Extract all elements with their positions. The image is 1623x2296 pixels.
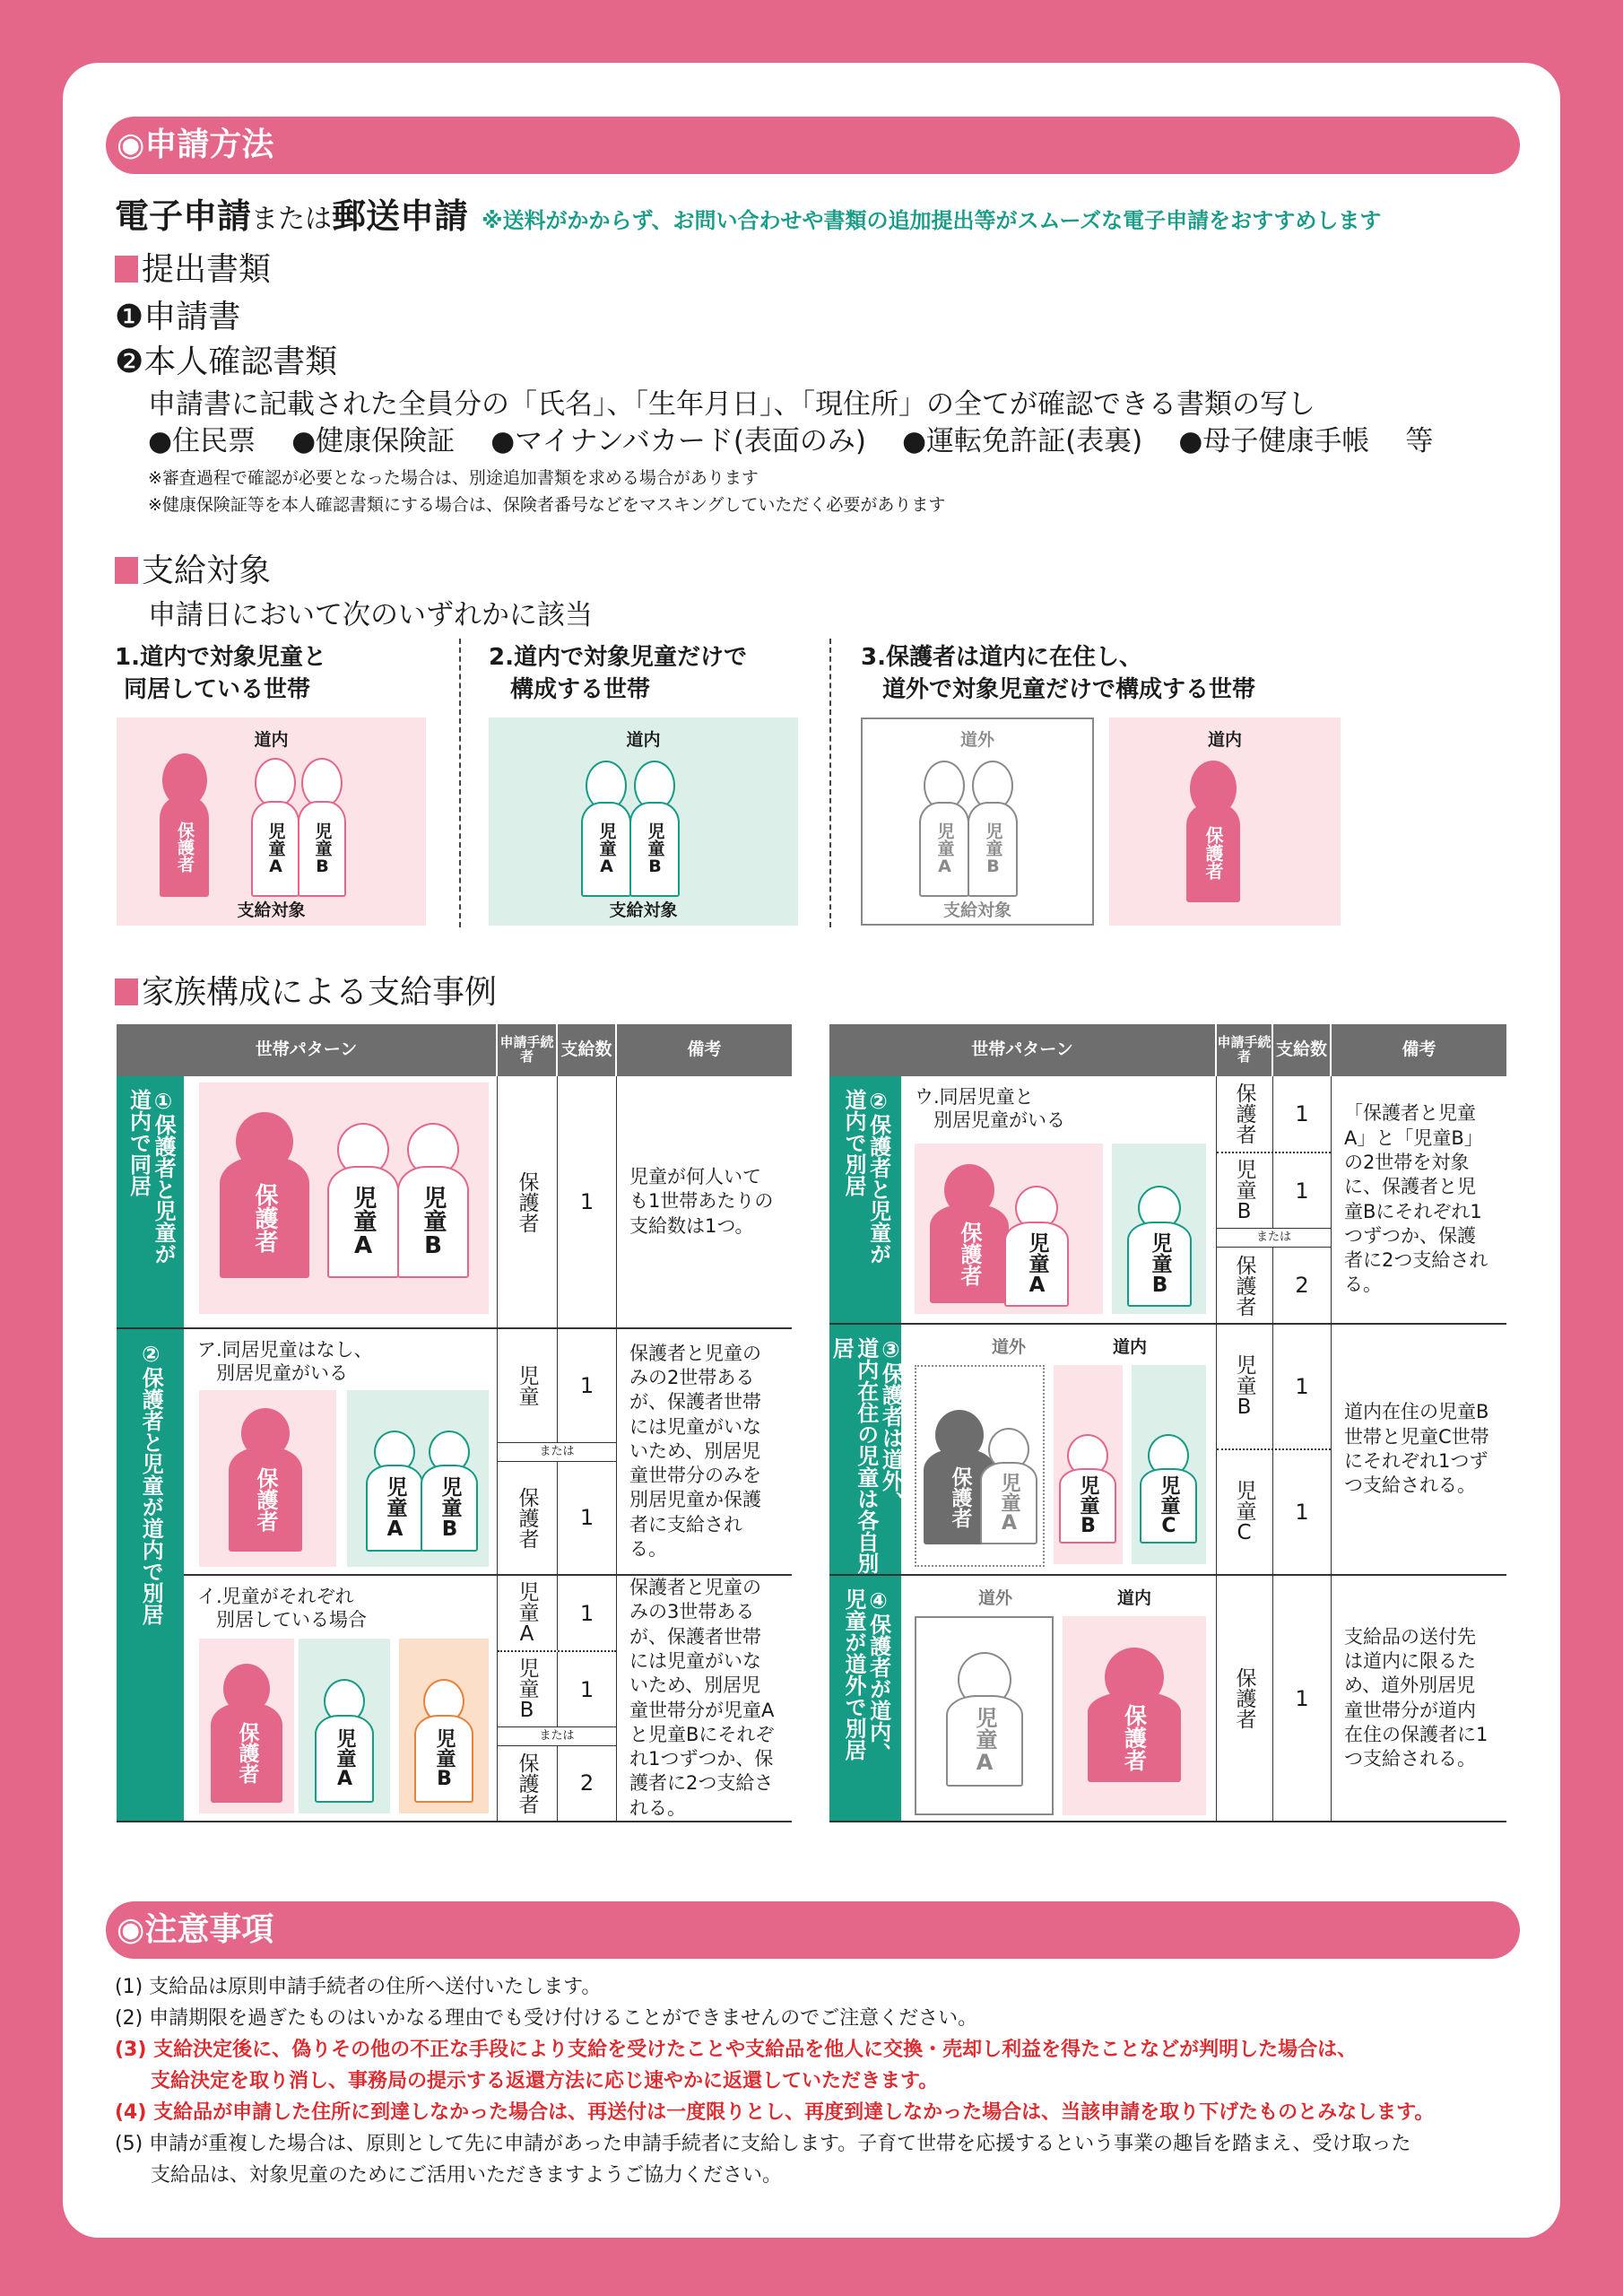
col-pattern: 世帯パターン (829, 1024, 1217, 1076)
eligibility-heading (115, 545, 271, 591)
row-category (829, 1576, 901, 1821)
case-title-line: 3.保護者は道内に在住し、 (861, 644, 1142, 671)
remarks: 保護者と児童のみの2世帯あるが、保護者世帯には児童がいないため、別居児童世帯分のみを別居児童か保護者に支給される。 (629, 1342, 761, 1561)
or-separator: または (498, 1726, 616, 1746)
applicant: 児童 (498, 1329, 558, 1442)
eligibility-intro: 申請日において次のいずれかに該当 (148, 599, 593, 631)
child-a-figure (946, 1652, 1023, 1787)
applicant-row (1217, 1576, 1331, 1821)
applicant: 保護者 (498, 1076, 558, 1327)
figure-label: 児童A (350, 1185, 377, 1259)
or-label: または (251, 204, 333, 235)
col-count: 支給数 (1273, 1024, 1332, 1076)
child-a-figure (980, 1428, 1037, 1544)
guardian-figure (1088, 1648, 1181, 1782)
count: 1 (579, 1600, 595, 1626)
figure-label: 児童B (1077, 1474, 1099, 1537)
remarks: 支給品の送付先は道内に限るため、道外別居児童世帯分が道内在住の保護者に1つ支給される。 (1344, 1625, 1488, 1770)
category-line: ④保護者が道内、 (865, 1588, 891, 1764)
guardian-figure (211, 1664, 282, 1803)
child-b-figure (414, 1679, 473, 1803)
figure-label: 保護者 (235, 1722, 259, 1785)
applicant: 保護者 (1217, 1076, 1273, 1152)
divider (829, 639, 831, 927)
remarks: 保護者と児童のみの3世帯あるが、保護者世帯には児童がいないため、別居児童世帯分が児童Aと児童Bにそれぞれ1つずつか、保護者に2つ支給される。 (629, 1577, 775, 1819)
table-row (117, 1327, 792, 1821)
applicant: 児童B (1217, 1325, 1273, 1448)
guardian-figure (229, 1408, 302, 1552)
id-doc-description: 申請書に記載された全員分の「氏名」、「生年月日」、「現住所」の全てが確認できる書類の写し (148, 388, 1315, 421)
doc-note: ※健康保険証等を本人確認書類にする場合は、保険者番号などをマスキングしていただく必要があります (148, 495, 946, 515)
child-b-figure (421, 1431, 478, 1552)
count: 1 (579, 1189, 595, 1214)
child-a-figure (581, 761, 631, 897)
remarks: 道内在住の児童B世帯と児童C世帯にそれぞれ1つずつ支給される。 (1344, 1401, 1489, 1497)
child-b-figure (397, 1123, 469, 1278)
category-line: 道内在住の児童は各自別居 (829, 1337, 879, 1574)
applicant-block (498, 1329, 617, 1574)
section-header-method: ◉申請方法 (106, 117, 1520, 174)
figure-label: 児童B (312, 822, 333, 876)
pattern-title: ウ.同居児童と 別居児童がいる (915, 1086, 1065, 1132)
applicant: 児童A (498, 1576, 558, 1650)
guardian-figure (220, 1112, 309, 1278)
id-doc-item: ●母子健康手帳 (1178, 425, 1370, 457)
count: 1 (1295, 1685, 1309, 1711)
notice-item-important: (4) 支給品が申請した住所に到達しなかった場合は、再送付は一度限りとし、再度到達しなかった場合は、当該申請を取り下げたものとみなします。 (115, 2101, 1435, 2124)
applicant: 保護者 (498, 1462, 558, 1575)
child-a-figure (1004, 1186, 1069, 1307)
applicant-row (498, 1329, 616, 1442)
col-count: 支給数 (558, 1024, 617, 1076)
category-line: 道内で同居 (126, 1089, 152, 1196)
applicant: 児童C (1217, 1450, 1273, 1574)
figure-label: 児童A (334, 1727, 356, 1790)
id-doc-item: ●マイナンバカード(表面のみ) (490, 425, 867, 457)
case-1-title (115, 641, 326, 706)
count: 1 (1295, 1178, 1309, 1204)
applicant-row (1217, 1152, 1331, 1229)
case-title-line: 同居している世帯 (124, 676, 311, 703)
guardian-figure (1186, 761, 1240, 902)
figure-label: 児童A (972, 1707, 997, 1775)
pattern-cell (901, 1576, 1217, 1821)
notice-item: 支給品は、対象児童のためにご活用いただきますようご協力ください。 (151, 2164, 783, 2187)
or-separator: または (1217, 1228, 1331, 1248)
document-item-1: ❶申請書 (115, 299, 241, 335)
col-applicant: 申請手続者 (1217, 1024, 1273, 1076)
figure-label: 児童C (1158, 1474, 1180, 1537)
notice-item: (1) 支給品は原則申請手続者の住所へ送付いたします。 (115, 1976, 602, 1998)
notice-item: (2) 申請期限を過ぎたものはいかなる理由でも受け付けることができませんのでご注意ください。 (115, 2007, 978, 2030)
applicant-row (498, 1650, 616, 1726)
notice-list (115, 1971, 1514, 2191)
applicant-row (498, 1746, 616, 1821)
child-b-figure (298, 758, 346, 897)
case-1-diagram (117, 718, 426, 926)
square-bullet-icon (115, 978, 138, 1005)
square-bullet-icon (115, 256, 138, 283)
child-a-figure (919, 761, 969, 897)
applicant-block (1217, 1076, 1332, 1323)
case-3-title (861, 641, 1255, 706)
guardian-figure (930, 1164, 1009, 1303)
table-header (829, 1024, 1506, 1076)
pattern-cell (184, 1076, 498, 1327)
eligibility-heading-text: 支給対象 (142, 552, 272, 589)
col-remarks: 備考 (687, 1039, 722, 1060)
case-title-line: 構成する世帯 (510, 676, 651, 703)
region-label: 道内 (254, 730, 289, 750)
target-label: 支給対象 (942, 900, 1011, 920)
count: 2 (579, 1770, 595, 1796)
category-line: 児童が道外で別居 (841, 1588, 866, 1761)
applicant-row (498, 1076, 616, 1327)
examples-table-right (829, 1024, 1506, 1822)
count: 1 (1295, 1100, 1309, 1126)
id-doc-etc: 等 (1405, 425, 1434, 457)
row-category (829, 1076, 901, 1323)
guardian-figure (160, 753, 209, 897)
case-title-line: 道外で対象児童だけで構成する世帯 (882, 676, 1256, 703)
region-label: 道外 (991, 1337, 1026, 1357)
figure-label: 保護者 (1202, 826, 1224, 880)
documents-heading (115, 244, 271, 290)
child-a-figure (366, 1431, 423, 1552)
applicant: 保護者 (498, 1746, 558, 1821)
applicant-block (498, 1076, 617, 1327)
figure-label: 児童B (438, 1475, 462, 1541)
applicant-block (1217, 1325, 1332, 1574)
region-label: 道内 (1112, 1337, 1147, 1357)
figure-label: 児童A (383, 1475, 407, 1541)
applicant-row (1217, 1248, 1331, 1323)
pattern-cell (184, 1329, 498, 1574)
region-label: 道外 (977, 1588, 1012, 1608)
square-bullet-icon (115, 557, 138, 584)
remarks: 児童が何人いても1世帯あたりの支給数は1つ。 (629, 1166, 774, 1237)
figure-label: 児童B (645, 822, 665, 876)
applicant-row (1217, 1448, 1331, 1574)
region-label: 道内 (626, 730, 661, 750)
count: 1 (579, 1505, 595, 1531)
category-line: ②保護者と児童が (865, 1089, 891, 1265)
child-a-figure (327, 1123, 399, 1278)
row-category (117, 1329, 184, 1821)
applicant-row (498, 1462, 616, 1575)
figure-label: 児童B (433, 1727, 456, 1790)
examples-heading-text: 家族構成による支給事例 (142, 974, 498, 1011)
or-separator: または (498, 1442, 616, 1462)
count: 1 (579, 1372, 595, 1398)
case-2-diagram (489, 718, 798, 926)
count: 2 (1295, 1273, 1309, 1299)
pattern-title: イ.児童がそれぞれ 別居している場合 (197, 1586, 367, 1631)
figure-label: 児童B (983, 822, 1003, 876)
notice-item-important: 支給決定を取り消し、事務局の提示する返還方法に応じ速やかに返還していただきます。 (151, 2070, 939, 2092)
figure-label: 保護者 (1121, 1703, 1148, 1771)
notice-item: (5) 申請が重複した場合は、原則として先に申請があった申請手続者に支給します。子育て世帯を応援するという事業の趣旨を踏まえ、受け取った (115, 2133, 1411, 2155)
col-remarks: 備考 (1402, 1039, 1436, 1060)
figure-label: 保護者 (948, 1465, 972, 1528)
applicant: 保護者 (1217, 1248, 1273, 1323)
child-b-figure (968, 761, 1018, 897)
figure-label: 児童A (998, 1472, 1020, 1535)
case-2-title (489, 641, 747, 706)
doc-note: ※審査過程で確認が必要となった場合は、別途追加書類を求める場合があります (148, 468, 759, 488)
region-label: 道外 (959, 730, 994, 750)
applicant-row (498, 1576, 616, 1650)
pattern-title: ア.同居児童はなし、 別居児童がいる (197, 1339, 373, 1385)
recommend-note: ※送料がかからず、お問い合わせや書類の追加提出等がスムーズな電子申請をおすすめします (482, 208, 1382, 233)
id-doc-list (148, 418, 1433, 458)
case-3-outside-diagram (861, 718, 1094, 926)
category-line: ③保護者は道外、 (878, 1337, 904, 1513)
remarks: 「保護者と児童A」と「児童B」の2世帯を対象に、保護者と児童Bにそれぞれ1つずつか、保護者に2つ支給される。 (1344, 1102, 1488, 1296)
examples-heading (115, 967, 497, 1013)
applicant-row (1217, 1076, 1331, 1152)
figure-label: 児童A (934, 822, 955, 876)
row-category (829, 1325, 904, 1574)
divider (459, 639, 461, 927)
category-line: ②保護者と児童が道内で別居 (138, 1342, 164, 1625)
figure-label: 保護者 (957, 1222, 982, 1286)
pattern-cell (901, 1325, 1217, 1574)
documents-heading-text: 提出書類 (142, 251, 272, 288)
figure-label: 保護者 (251, 1182, 278, 1253)
pattern-cell (901, 1076, 1217, 1323)
child-c-figure (1140, 1434, 1197, 1544)
figure-label: 保護者 (175, 821, 195, 873)
document-item-2: ❷本人確認書類 (115, 344, 338, 380)
case-title-line: 2.道内で対象児童だけで (489, 644, 747, 671)
notice-item-important: (3) 支給決定後に、偽りその他の不正な手段により支給を受けたことや支給品を他人に交換・売却し利益を得たことなどが判明した場合は、 (115, 2039, 1358, 2061)
method-line (115, 188, 1381, 238)
applicant-block (1217, 1576, 1332, 1821)
table-row (829, 1323, 1506, 1574)
figure-label: 児童B (1148, 1231, 1172, 1297)
target-label: 支給対象 (237, 900, 306, 920)
examples-table-left (117, 1024, 792, 1822)
table-header (117, 1024, 792, 1076)
case-3-inside-diagram (1109, 718, 1341, 926)
col-applicant: 申請手続者 (498, 1024, 558, 1076)
id-doc-item: ●住民票 (148, 425, 256, 457)
table-row (117, 1076, 792, 1327)
figure-label: 保護者 (253, 1467, 278, 1532)
category-line: 道内で別居 (841, 1089, 866, 1196)
electronic-label: 電子申請 (115, 196, 252, 236)
child-b-figure (1127, 1186, 1192, 1307)
count: 1 (1295, 1374, 1309, 1399)
applicant: 児童B (1217, 1153, 1273, 1229)
table-row (829, 1574, 1506, 1821)
applicant-block (498, 1576, 617, 1821)
table-row (829, 1076, 1506, 1323)
region-label: 道内 (1207, 730, 1242, 750)
child-a-figure (315, 1679, 374, 1803)
pattern-cell (184, 1576, 498, 1821)
case-title-line: 1.道内で対象児童と (115, 644, 326, 671)
row-category (117, 1076, 184, 1327)
id-doc-item: ●健康保険証 (291, 425, 456, 457)
applicant: 保護者 (1217, 1576, 1273, 1821)
count: 1 (1295, 1500, 1309, 1525)
category-line: ①保護者と児童が (151, 1089, 177, 1265)
postal-label: 郵送申請 (332, 196, 469, 236)
child-b-figure (629, 761, 680, 897)
applicant: 児童B (498, 1652, 558, 1726)
figure-label: 児童B (420, 1185, 447, 1259)
id-doc-item: ●運転免許証(表裏) (902, 425, 1143, 457)
figure-label: 児童A (1025, 1231, 1049, 1297)
target-label: 支給対象 (609, 900, 678, 920)
child-b-figure (1059, 1434, 1116, 1544)
count: 1 (579, 1676, 595, 1702)
col-pattern: 世帯パターン (117, 1024, 498, 1076)
region-label: 道内 (1116, 1588, 1151, 1608)
figure-label: 児童A (265, 822, 286, 876)
section-header-notice: ◉注意事項 (106, 1901, 1520, 1959)
figure-label: 児童A (596, 822, 617, 876)
child-a-figure (251, 758, 299, 897)
applicant-row (1217, 1325, 1331, 1448)
